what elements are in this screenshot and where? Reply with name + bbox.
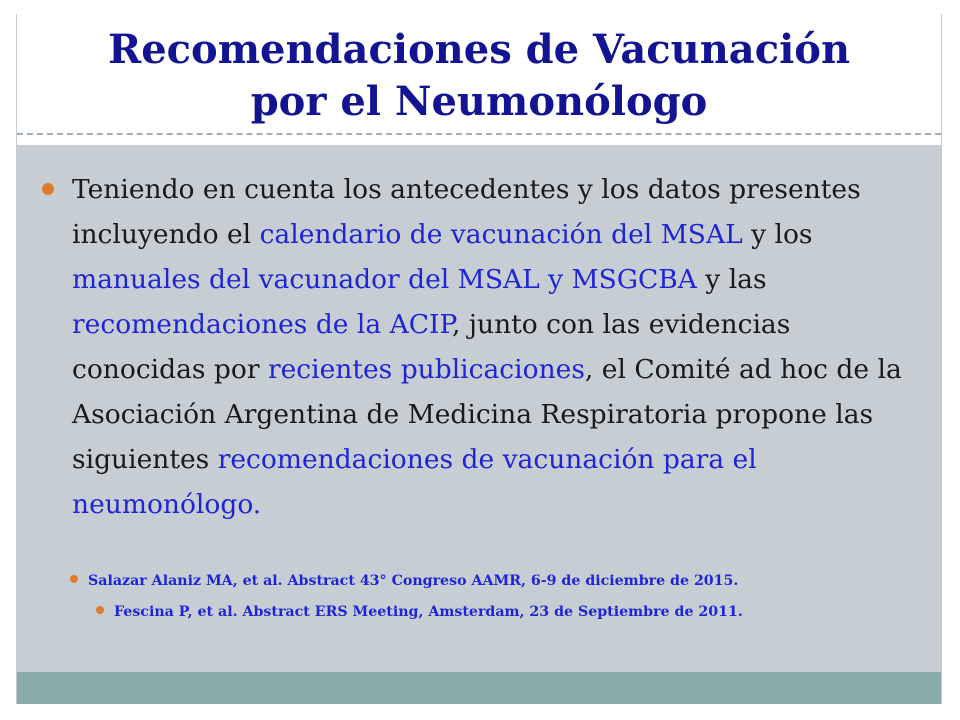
body-highlight-recomendaciones: recomendaciones de vacunación para el neumonólogo. (72, 444, 757, 520)
body-text-3: y las (696, 264, 767, 295)
body-text-4: , junto con las evidencias conocidas por (72, 309, 791, 385)
body-text-5: , el Comité ad hoc de la Asociación Argentina de Medicina Respiratoria propone las siguientes (72, 354, 902, 475)
body-highlight-acip: recomendaciones de la ACIP (72, 309, 452, 340)
sub-bullet-dot-icon (96, 606, 104, 614)
sub-bullet-dot-icon (70, 575, 78, 583)
main-bullet (42, 167, 902, 527)
frame-right-border (941, 14, 942, 704)
footer-bar (17, 672, 941, 704)
title-divider (17, 133, 941, 135)
body-highlight-manuales: manuales del vacunador del MSAL y MSGCBA (72, 264, 697, 295)
bullet-dot-icon (42, 183, 54, 195)
slide-title (17, 16, 941, 132)
body-text-2: y los (742, 219, 813, 250)
slide-title-line-2: por el Neumonólogo (250, 78, 708, 125)
reference-text: Salazar Alaniz MA, et al. Abstract 43° Congreso AAMR, 6-9 de diciembre de 2015. (88, 573, 739, 589)
reference-text: Fescina P, et al. Abstract ERS Meeting, Amsterdam, 23 de Septiembre de 2011. (114, 604, 743, 620)
reference-item (96, 604, 743, 620)
body-text-1: Teniendo en cuenta los antecedentes y los datos presentes incluyendo el (72, 174, 861, 250)
body-highlight-calendario: calendario de vacunación del MSAL (259, 219, 743, 250)
reference-item (70, 573, 738, 589)
body-highlight-publicaciones: recientes publicaciones (267, 354, 585, 385)
main-bullet-text (72, 167, 902, 527)
slide-title-line-1: Recomendaciones de Vacunación (107, 26, 851, 73)
